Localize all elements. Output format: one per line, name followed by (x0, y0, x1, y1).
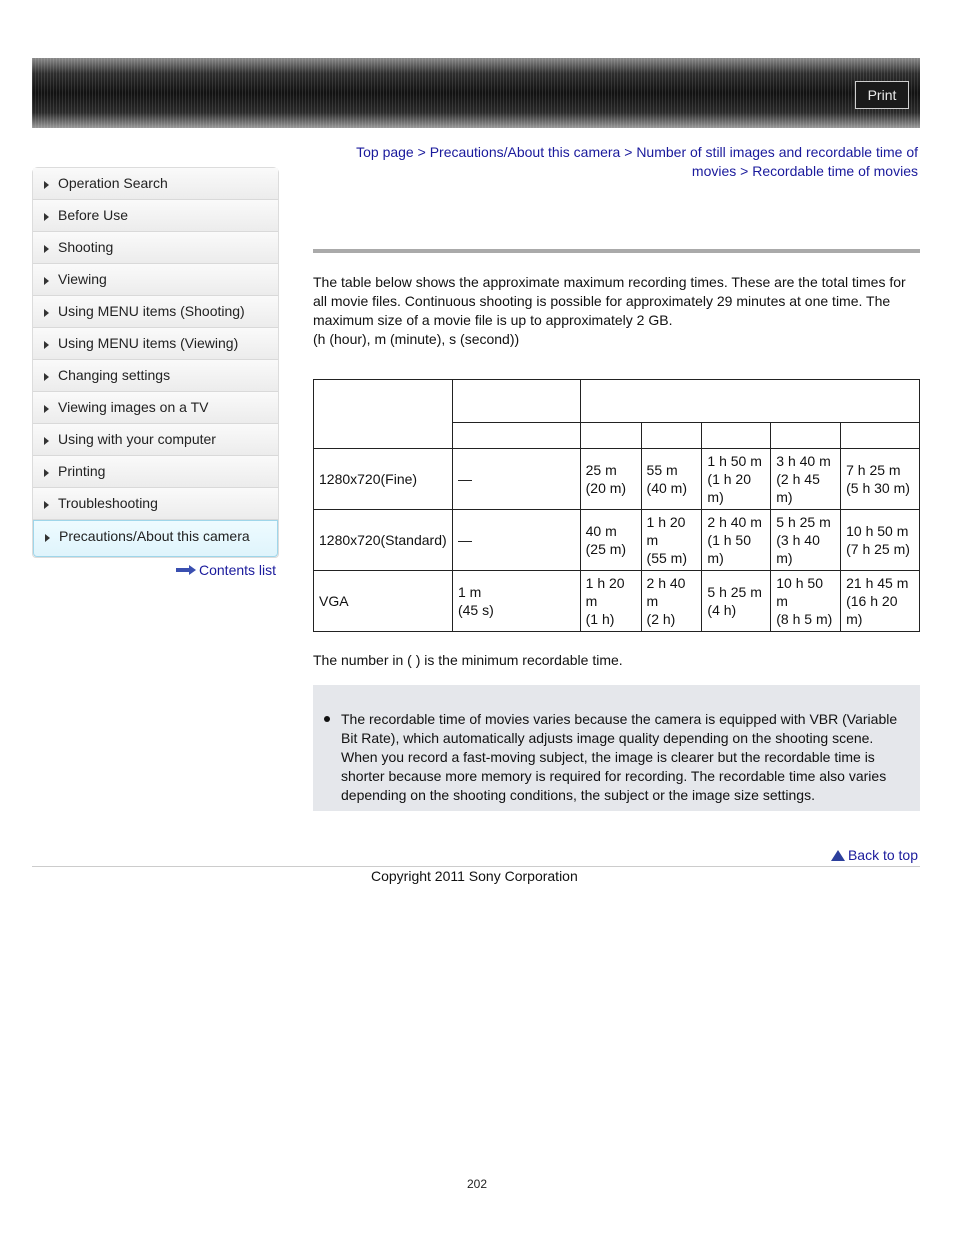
table-header-cell (314, 380, 453, 449)
table-header-cell (771, 423, 841, 449)
sidebar-item-label: Precautions/About this camera (59, 528, 250, 544)
sidebar-item-menu-shooting[interactable] (33, 296, 278, 328)
sidebar-item-before-use[interactable] (33, 200, 278, 232)
sidebar-item-printing[interactable] (33, 456, 278, 488)
sidebar-item-label: Viewing (58, 271, 107, 287)
table-cell: 10 h 50 m (8 h 5 m) (771, 571, 841, 632)
table-cell: 2 h 40 m (1 h 50 m) (702, 510, 771, 571)
breadcrumb-separator: > (417, 144, 426, 160)
sidebar-item-label: Viewing images on a TV (58, 399, 209, 415)
table-row (314, 510, 920, 571)
recording-time-table (313, 379, 920, 632)
sidebar-item-operation-search[interactable] (33, 168, 278, 200)
breadcrumb (313, 143, 918, 181)
sidebar-item-label: Using MENU items (Shooting) (58, 303, 245, 319)
table-cell: 2 h 40 m (2 h) (641, 571, 702, 632)
hint-box (313, 685, 920, 811)
table-cell: 1 h 50 m (1 h 20 m) (702, 449, 771, 510)
header-banner (32, 58, 920, 128)
table-cell-label: VGA (314, 571, 453, 632)
sidebar-item-shooting[interactable] (33, 232, 278, 264)
table-footnote: The number in ( ) is the minimum recordable time. (313, 652, 623, 668)
triangle-right-icon (44, 245, 49, 253)
sidebar-item-computer[interactable] (33, 424, 278, 456)
table-header-cell (580, 380, 919, 423)
back-to-top-label: Back to top (847, 847, 918, 863)
sidebar-item-label: Troubleshooting (58, 495, 158, 511)
triangle-right-icon (44, 181, 49, 189)
triangle-right-icon (45, 534, 50, 542)
table-cell: 5 h 25 m (4 h) (702, 571, 771, 632)
table-row (314, 571, 920, 632)
table-cell: 5 h 25 m (3 h 40 m) (771, 510, 841, 571)
table-cell-label: 1280x720(Fine) (314, 449, 453, 510)
triangle-right-icon (44, 309, 49, 317)
sidebar-item-viewing-tv[interactable] (33, 392, 278, 424)
table-cell: 10 h 50 m (7 h 25 m) (841, 510, 920, 571)
sidebar-item-label: Using MENU items (Viewing) (58, 335, 239, 351)
table-cell: 25 m (20 m) (580, 449, 641, 510)
table-cell: 3 h 40 m (2 h 45 m) (771, 449, 841, 510)
breadcrumb-recordable-time[interactable]: Recordable time of movies (752, 163, 918, 179)
intro-paragraph: The table below shows the approximate maximum recording times. These are the total times for all movie files. Continuous shooting is possible for approximately 29 minutes at one time. The maximum size of a movie file is up to approximately 2 GB. (313, 274, 906, 328)
sidebar-item-label: Using with your computer (58, 431, 216, 447)
sidebar-item-troubleshooting[interactable] (33, 488, 278, 520)
table-cell: 21 h 45 m (16 h 20 m) (841, 571, 920, 632)
breadcrumb-separator: > (624, 144, 633, 160)
page-number: 202 (466, 1177, 488, 1191)
table-header-cell (641, 423, 702, 449)
sidebar-item-viewing[interactable] (33, 264, 278, 296)
table-header-cell (580, 423, 641, 449)
table-header-cell (452, 423, 580, 449)
triangle-up-icon (831, 850, 845, 861)
table-cell-label: 1280x720(Standard) (314, 510, 453, 571)
table-cell: — (452, 449, 580, 510)
sidebar-item-menu-viewing[interactable] (33, 328, 278, 360)
sidebar-item-label: Before Use (58, 207, 129, 223)
breadcrumb-top-page[interactable]: Top page (356, 144, 414, 160)
sidebar-item-label: Printing (58, 463, 106, 479)
triangle-right-icon (44, 501, 49, 509)
table-header-cell (702, 423, 771, 449)
triangle-right-icon (44, 405, 49, 413)
sidebar-item-label: Operation Search (58, 175, 168, 191)
triangle-right-icon (44, 341, 49, 349)
sidebar-item-label: Shooting (58, 239, 114, 255)
table-row (314, 449, 920, 510)
contents-list-label: Contents list (199, 562, 277, 578)
breadcrumb-separator: > (740, 163, 749, 179)
sidebar-nav (32, 167, 279, 558)
triangle-right-icon (44, 437, 49, 445)
triangle-right-icon (44, 277, 49, 285)
arrow-right-icon (176, 565, 196, 575)
breadcrumb-precautions[interactable]: Precautions/About this camera (429, 144, 621, 160)
sidebar-item-changing-settings[interactable] (33, 360, 278, 392)
back-to-top-link[interactable] (831, 847, 918, 863)
units-legend: (h (hour), m (minute), s (second)) (313, 331, 520, 347)
print-button[interactable]: Print (855, 81, 909, 109)
table-header-row (314, 380, 920, 423)
table-header-cell (452, 380, 580, 423)
sidebar-item-precautions[interactable] (33, 520, 278, 557)
triangle-right-icon (44, 469, 49, 477)
contents-list-link[interactable] (176, 562, 276, 578)
table-header-cell (841, 423, 920, 449)
breadcrumb-number-of-images[interactable]: Number of still images and recordable time of movies (636, 144, 918, 179)
table-cell: 7 h 25 m (5 h 30 m) (841, 449, 920, 510)
table-cell: 40 m (25 m) (580, 510, 641, 571)
table-cell: — (452, 510, 580, 571)
hint-text: The recordable time of movies varies because the camera is equipped with VBR (Variable Bit Rate), which automatically adjusts image quality depending on the shooting scene. When you record a fast-moving subject, the image is clearer but the recordable time is shorter because more memory is required for recording. The recordable time also varies depending on the shooting conditions, the subject or the image size settings. (341, 711, 898, 803)
triangle-right-icon (44, 213, 49, 221)
copyright-text: Copyright 2011 Sony Corporation (371, 868, 578, 884)
footer-divider (32, 866, 920, 867)
table-cell: 1 h 20 m (55 m) (641, 510, 702, 571)
table-cell: 55 m (40 m) (641, 449, 702, 510)
table-cell: 1 h 20 m (1 h) (580, 571, 641, 632)
table-cell: 1 m (45 s) (452, 571, 580, 632)
sidebar-item-label: Changing settings (58, 367, 171, 383)
title-divider (313, 249, 920, 253)
intro-text (313, 273, 920, 349)
bullet-icon (324, 716, 330, 722)
triangle-right-icon (44, 373, 49, 381)
